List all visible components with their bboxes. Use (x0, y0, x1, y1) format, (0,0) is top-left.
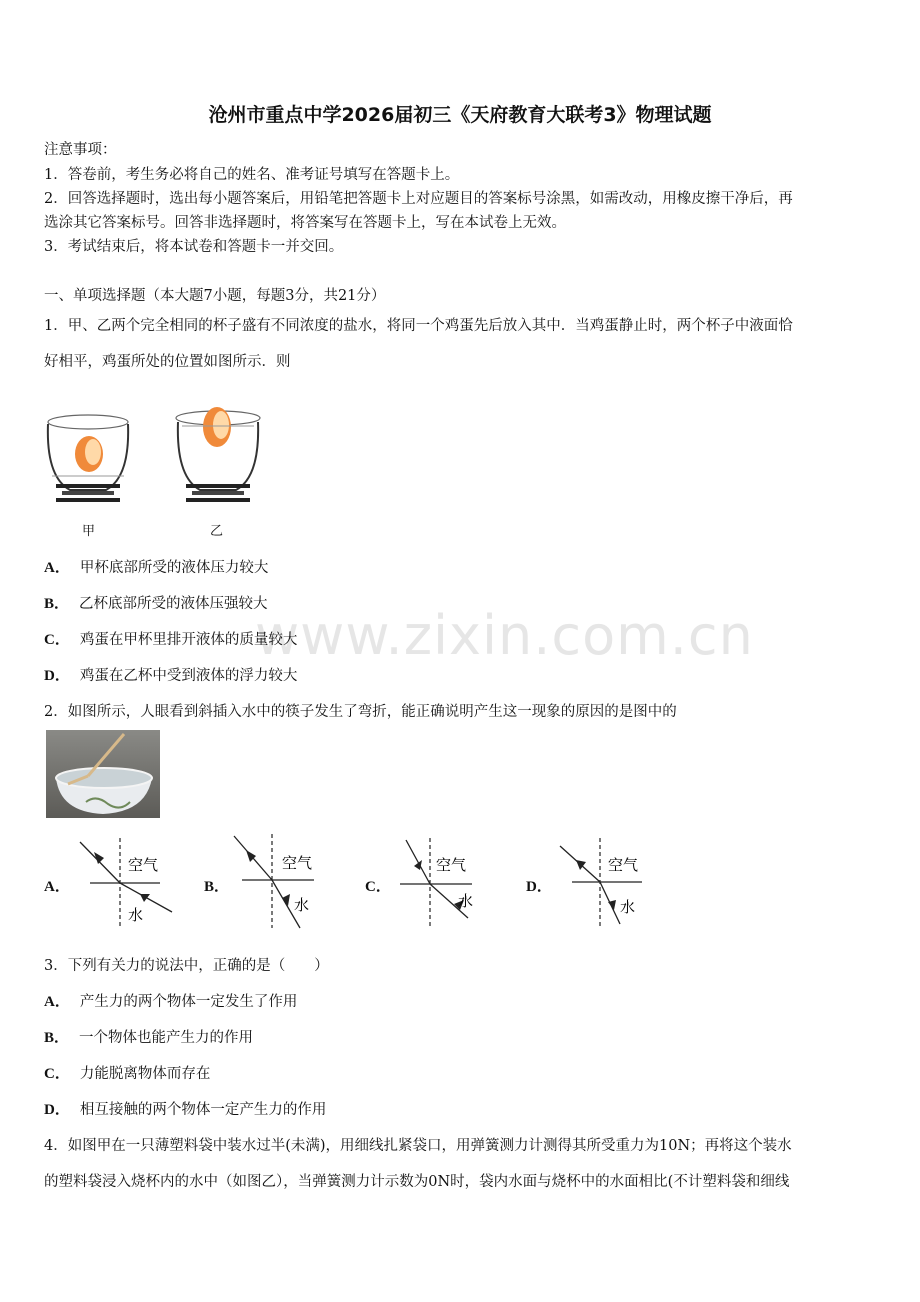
q2-option-d-letter: D． (526, 879, 552, 895)
q3-stem: 3．下列有关力的说法中，正确的是（ ） (44, 958, 329, 974)
notice-item-2-line-2: 选涂其它答案标号。回答非选择题时，将答案写在答题卡上，写在本试卷上无效。 (44, 215, 566, 231)
air-label-b: 空气 (282, 854, 313, 872)
q1-option-d: D． 鸡蛋在乙杯中受到液体的浮力较大 (44, 668, 298, 684)
notice-item-1: 1．答卷前，考生务必将自己的姓名、准考证号填写在答题卡上。 (44, 167, 460, 183)
water-label-d: 水 (620, 898, 636, 916)
q2-diagram-b (230, 832, 330, 932)
page-title: 沧州市重点中学2026届初三《天府教育大联考3》物理试题 (208, 104, 712, 126)
q1-option-a: A． 甲杯底部所受的液体压力较大 (44, 560, 269, 576)
q2-stem: 2．如图所示，人眼看到斜插入水中的筷子发生了弯折，能正确说明产生这一现象的原因的是图中的 (44, 704, 677, 720)
q1-stem-line-1: 1．甲、乙两个完全相同的杯子盛有不同浓度的盐水，将同一个鸡蛋先后放入其中．当鸡蛋静止时，两个杯子中液面恰 (44, 318, 793, 334)
notice-item-3: 3．考试结束后，将本试卷和答题卡一并交回。 (44, 239, 344, 255)
q3-option-a: A． 产生力的两个物体一定发生了作用 (44, 994, 298, 1010)
q3-option-d: D． 相互接触的两个物体一定产生力的作用 (44, 1102, 327, 1118)
air-label-d: 空气 (608, 856, 639, 874)
q2-chopstick-photo (46, 730, 160, 818)
water-label-b: 水 (294, 896, 310, 914)
water-label-c: 水 (458, 892, 474, 910)
notice-heading: 注意事项： (44, 142, 117, 158)
q2-option-c-letter: C． (365, 879, 391, 895)
q2-diagram-a (76, 836, 176, 932)
notice-item-2-line-1: 2．回答选择题时，选出每小题答案后，用铅笔把答题卡上对应题目的答案标号涂黑，如需改动，用橡皮擦干净后，再 (44, 191, 793, 207)
q3-option-c: C． 力能脱离物体而存在 (44, 1066, 211, 1082)
cup-yi-illustration (176, 407, 260, 502)
q1-cups-figure (40, 392, 280, 542)
cup-jia-illustration (48, 415, 128, 502)
q2-option-a-letter: A． (44, 879, 70, 895)
q3-option-b: B． 一个物体也能产生力的作用 (44, 1030, 254, 1046)
watermark: www.zixin.com.cn (255, 604, 754, 667)
q4-stem-line-2: 的塑料袋浸入烧杯内的水中（如图乙），当弹簧测力计示数为0N时，袋内水面与烧杯中的水面相比(不计塑料袋和细线 (44, 1174, 790, 1190)
q4-stem-line-1: 4．如图甲在一只薄塑料袋中装水过半(未满)，用细线扎紧袋口，用弹簧测力计测得其所受重力为10N；再将这个装水 (44, 1138, 792, 1154)
cup-jia-label: 甲 (82, 524, 96, 539)
water-label-a: 水 (128, 906, 144, 924)
air-label-c: 空气 (436, 856, 467, 874)
q2-diagram-c (396, 836, 496, 932)
q2-option-b-letter: B． (204, 879, 230, 895)
cup-yi-label: 乙 (210, 524, 224, 539)
q1-option-b: B． 乙杯底部所受的液体压强较大 (44, 596, 268, 612)
q1-stem-line-2: 好相平，鸡蛋所处的位置如图所示．则 (44, 354, 291, 370)
section-heading: 一、单项选择题（本大题7小题，每题3分，共21分） (44, 288, 386, 304)
air-label-a: 空气 (128, 856, 159, 874)
q1-option-c: C． 鸡蛋在甲杯里排开液体的质量较大 (44, 632, 298, 648)
q2-diagram-d (556, 836, 656, 932)
